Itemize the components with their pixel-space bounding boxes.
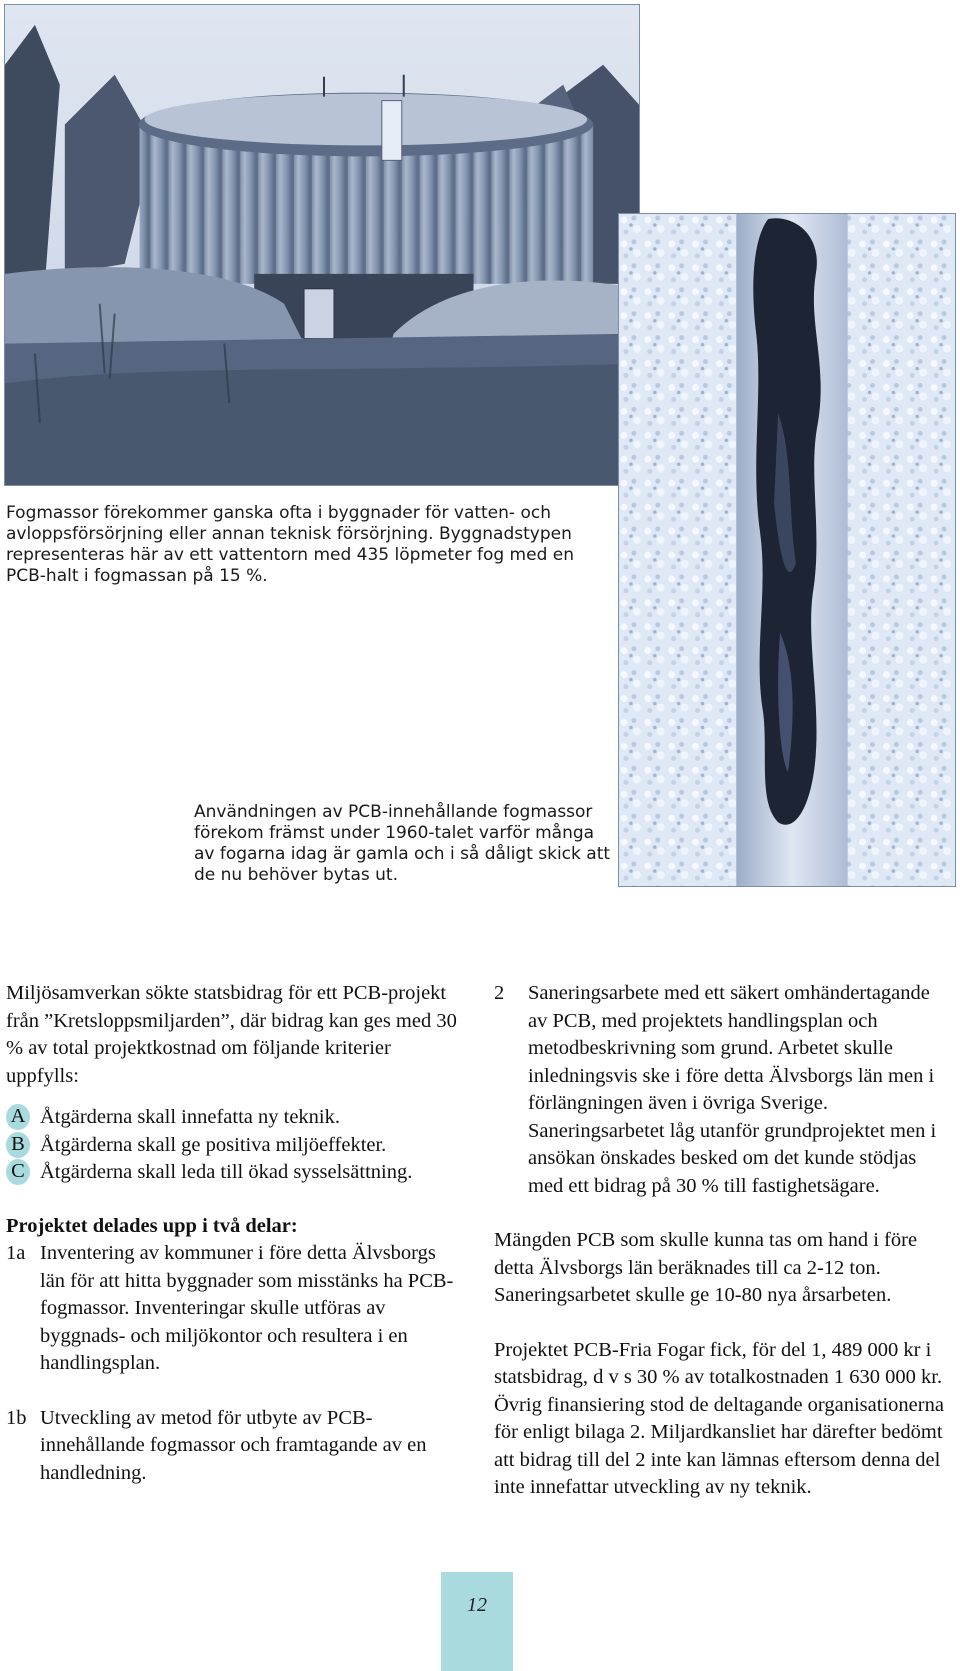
criteria-item (6, 1132, 466, 1160)
item-text: Inventering av kommuner i före detta Älvsborgs län för att hitta byggnader som misstänks ha PCB-fogmassor. Inventeringar skulle utföras av byggnads- och miljökontor och resultera i en handlingsplan. (40, 1242, 454, 1374)
criteria-list (6, 1104, 466, 1187)
page-number: 12 (467, 1594, 487, 1616)
criteria-letter-badge: C (6, 1159, 30, 1185)
water-tower-photo (4, 4, 640, 486)
item-number: 1a (6, 1242, 26, 1264)
page-number-box (441, 1572, 513, 1671)
criteria-item (6, 1159, 466, 1187)
item-number: 1b (6, 1406, 27, 1429)
funding-paragraph: Projektet PCB-Fria Fogar fick, för del 1, 489 000 kr i statsbidrag, d v s 30 % av totalkostnaden 1 630 000 kr. Övrig finansiering stod de deltagande organisationerna för enligt bilaga 2. Miljardkansliet har därefter bedömt att bidrag till del 2 inte kan lämnas eftersom denna del inte innefattar utveckling av ny teknik. (494, 1338, 944, 1498)
criteria-text: Åtgärderna skall leda till ökad sysselsättning. (40, 1161, 413, 1183)
item-text: Saneringsarbete med ett säkert omhändertagande av PCB, med projektets handlingsplan och metodbeskrivning som grund. Arbetet skulle inledningsvis ske i före detta Älvsborgs län men i förlängningen även i övriga Sverige. Saneringsarbetet låg utanför grundprojektet men i ansökan önskades besked om det kunde stödjas med ett bidrag på 30 % till fastighetsägare. (528, 982, 937, 1197)
sealant-joint-photo (618, 213, 956, 887)
section-title: Projektet delades upp i två delar: (6, 1214, 298, 1237)
criteria-item (6, 1104, 466, 1132)
project-part-item (6, 1405, 466, 1488)
criteria-text: Åtgärderna skall ge positiva miljöeffekter. (40, 1133, 387, 1156)
pcb-amount-paragraph: Mängden PCB som skulle kunna tas om hand i före detta Älvsborgs län beräknades till ca 2-12 ton. Saneringsarbetet skulle ge 10-80 nya årsarbeten. (494, 1229, 918, 1306)
left-column (6, 980, 466, 1487)
project-part-item (6, 1240, 466, 1378)
photo-caption-water-tower: Fogmassor förekommer ganska ofta i byggnader för vatten- och avloppsförsörjning eller annan teknisk försörjning. Byggnadstypen representeras här av ett vattentorn med 435 löpmeter fog med en PCB-halt i fogmassan på 15 %. (6, 503, 575, 586)
criteria-letter-badge: B (6, 1132, 30, 1158)
right-column (494, 980, 954, 1502)
project-part-item (494, 980, 954, 1200)
item-text: Utveckling av metod för utbyte av PCB-innehållande fogmassor och framtagande av en handledning. (40, 1406, 427, 1484)
item-number: 2 (494, 982, 505, 1004)
photo-caption-sealant: Användningen av PCB-innehållande fogmassor förekom främst under 1960-talet varför många av fogarna idag är gamla och i så dåligt skick att de nu behöver bytas ut. (194, 802, 611, 885)
criteria-letter-badge: A (6, 1104, 30, 1130)
criteria-text: Åtgärderna skall innefatta ny teknik. (40, 1106, 340, 1128)
intro-paragraph: Miljösamverkan sökte statsbidrag för ett PCB-projekt från ”Kretsloppsmiljarden”, där bidrag kan ges med 30 % av total projektkostnad om följande kriterier uppfylls: (6, 982, 457, 1087)
